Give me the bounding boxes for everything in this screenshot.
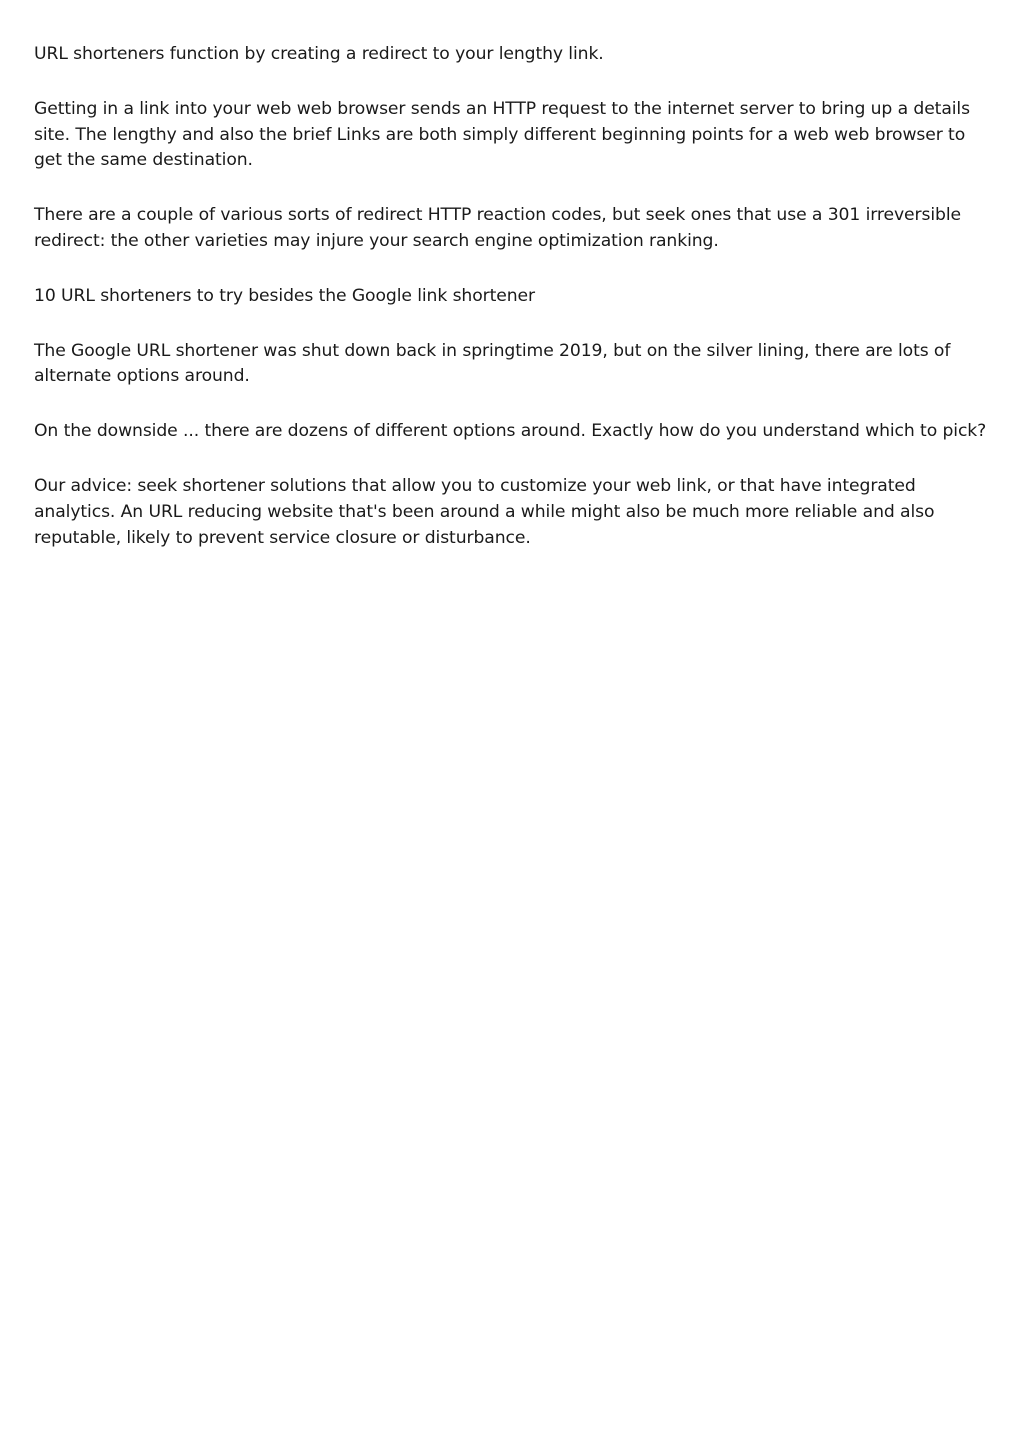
paragraph-redirect-codes: There are a couple of various sorts of redirect HTTP reaction codes, but seek ones that use a 301 irreversible redirect: the other varieties may injure your search engine optimization ranking. — [34, 205, 961, 251]
paragraph-downside: On the downside ... there are dozens of different options around. Exactly how do you understand which to pick? — [34, 421, 987, 442]
document-body — [34, 42, 994, 580]
paragraph-intro: URL shorteners function by creating a redirect to your lengthy link. — [34, 44, 604, 64]
paragraph-subheading: 10 URL shorteners to try besides the Google link shortener — [34, 285, 535, 306]
paragraph-advice: Our advice: seek shortener solutions that allow you to customize your web link, or that have integrated analytics. An URL reducing website that's been around a while might also be much more reliable and also reputable, likely to prevent service closure or disturbance. — [34, 475, 935, 548]
paragraph-google-shutdown: The Google URL shortener was shut down back in springtime 2019, but on the silver lining, there are lots of alternate options around. — [34, 340, 951, 387]
paragraph-http-request: Getting in a link into your web web browser sends an HTTP request to the internet server to bring up a details site. The lengthy and also the brief Links are both simply different beginning points for a web web browser to get the same destination. — [34, 98, 970, 171]
